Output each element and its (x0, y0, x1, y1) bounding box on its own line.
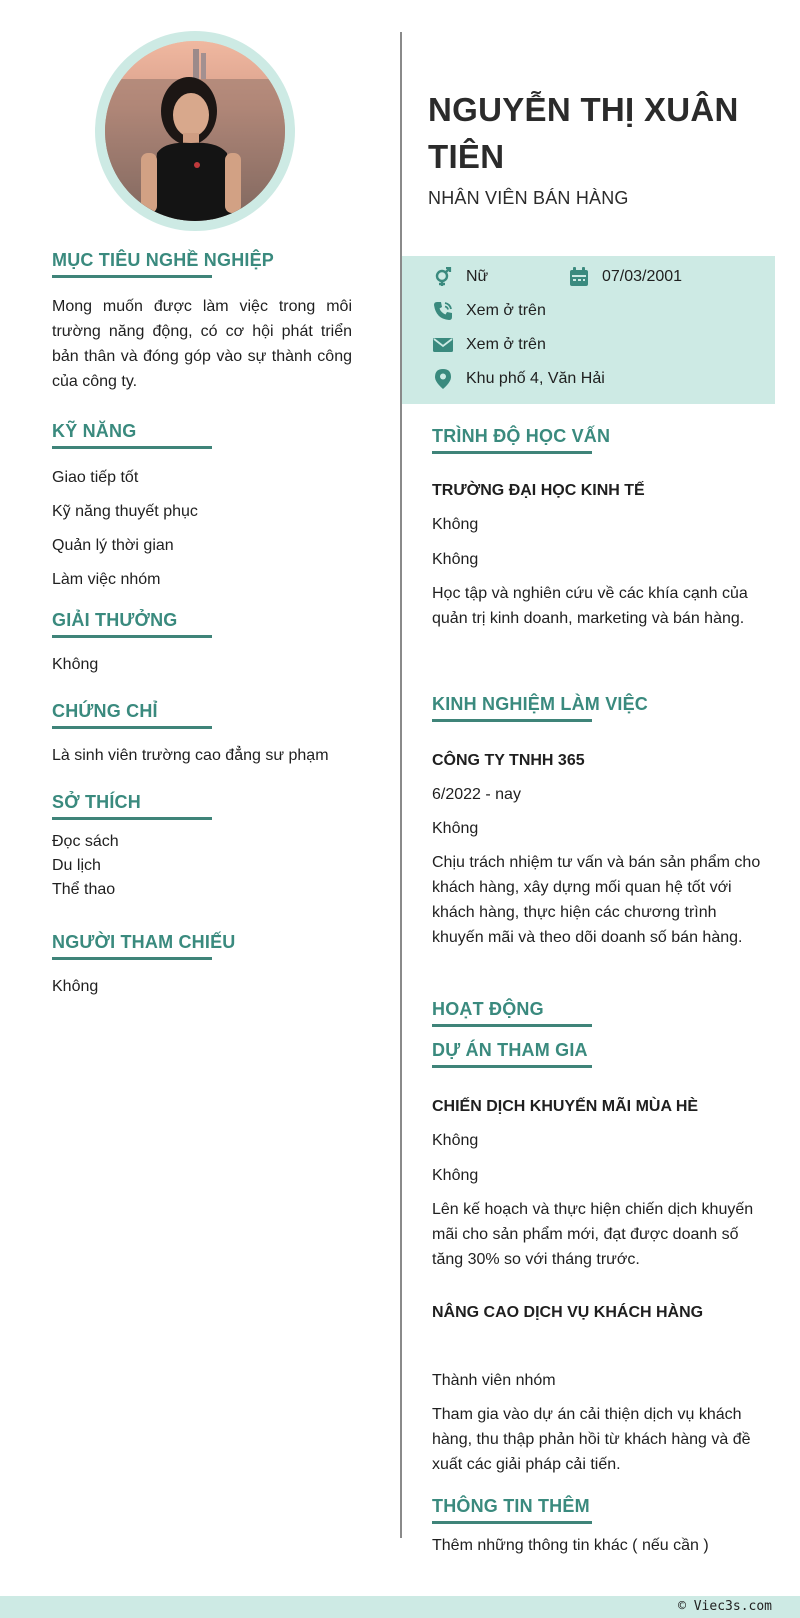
birthday-row (568, 266, 682, 288)
experience-description: Chịu trách nhiệm tư vấn và bán sản phẩm cho khách hàng, xây dựng mối quan hệ tốt với khách hàng, thực hiện các chương trình khuyến mãi và theo dõi doanh số bán hàng. (432, 854, 761, 946)
project-item (432, 1098, 762, 1272)
certificates-title: CHỨNG CHỈ (52, 701, 158, 721)
objective-section (52, 250, 352, 394)
contact-info-box (402, 256, 775, 404)
gender-row (432, 266, 488, 288)
project-line-1: Không (432, 1132, 479, 1149)
hobbies-title: SỞ THÍCH (52, 792, 141, 812)
avatar-photo (105, 41, 285, 221)
experience-section (432, 694, 762, 950)
activities-underline (432, 1024, 592, 1027)
references-title: NGƯỜI THAM CHIẾU (52, 932, 236, 952)
address-row (432, 368, 605, 390)
email-row (432, 334, 546, 356)
skills-title: KỸ NĂNG (52, 421, 137, 441)
phone-value: Xem ở trên (466, 302, 546, 319)
education-line-1: Không (432, 516, 479, 533)
experience-position: Không (432, 820, 479, 837)
projects-underline (432, 1065, 592, 1068)
education-school: TRƯỜNG ĐẠI HỌC KINH TẾ (432, 482, 645, 499)
awards-underline (52, 635, 212, 638)
avatar (105, 41, 285, 221)
job-title: NHÂN VIÊN BÁN HÀNG (428, 188, 629, 208)
skill-item: Quản lý thời gian (52, 537, 174, 554)
name-line-2: TIÊN (428, 138, 505, 175)
extra-info-section (432, 1496, 762, 1558)
hobby-item: Thể thao (52, 881, 116, 898)
awards-text: Không (52, 656, 99, 673)
certificates-text: Là sinh viên trường cao đẳng sư phạm (52, 747, 329, 764)
skill-item: Kỹ năng thuyết phục (52, 503, 198, 520)
birthday-value: 07/03/2001 (602, 268, 683, 285)
avatar-frame (95, 31, 295, 231)
project-description: Lên kế hoạch và thực hiện chiến dịch khuyến mãi cho sản phẩm mới, đạt được doanh số tăng 30% so với tháng trước. (432, 1201, 754, 1268)
references-section (52, 932, 352, 999)
email-value: Xem ở trên (466, 336, 546, 353)
projects-title: DỰ ÁN THAM GIA (432, 1040, 588, 1060)
address-value: Khu phố 4, Văn Hải (466, 370, 605, 387)
education-underline (432, 451, 592, 454)
certificates-section (52, 701, 352, 768)
objective-text: Mong muốn được làm việc trong môi trường năng động, có cơ hội phát triển bản thân và đóng góp vào sự thành công của công ty. (52, 298, 352, 390)
name-line-1: NGUYỄN THỊ XUÂN (428, 91, 739, 128)
education-description: Học tập và nghiên cứu về các khía cạnh của quản trị kinh doanh, marketing và bán hàng. (432, 585, 748, 627)
experience-company: CÔNG TY TNHH 365 (432, 752, 585, 769)
references-text: Không (52, 978, 99, 995)
experience-period: 6/2022 - nay (432, 786, 521, 803)
gender-value: Nữ (466, 268, 489, 285)
footer-bar (0, 1596, 800, 1618)
references-underline (52, 957, 212, 960)
extra-info-title: THÔNG TIN THÊM (432, 1496, 590, 1516)
hobby-item: Du lịch (52, 857, 101, 874)
education-section (432, 426, 762, 631)
project-item (432, 1304, 762, 1477)
skill-item: Làm việc nhóm (52, 571, 161, 588)
phone-icon (432, 300, 454, 322)
candidate-name (428, 86, 768, 180)
hobbies-underline (52, 817, 212, 820)
project-name: CHIẾN DỊCH KHUYẾN MÃI MÙA HÈ (432, 1098, 699, 1115)
skills-underline (52, 446, 212, 449)
education-line-2: Không (432, 551, 479, 568)
experience-title: KINH NGHIỆM LÀM VIỆC (432, 694, 649, 714)
objective-title: MỤC TIÊU NGHỀ NGHIỆP (52, 250, 275, 270)
footer-watermark: © Viec3s.com (678, 1599, 772, 1614)
location-icon (432, 368, 454, 390)
extra-info-text: Thêm những thông tin khác ( nếu cần ) (432, 1537, 709, 1554)
project-line-2: Không (432, 1167, 479, 1184)
project-description: Tham gia vào dự án cải thiện dịch vụ khách hàng, thu thập phản hồi từ khách hàng và đề xuất các giải pháp cải tiến. (432, 1406, 751, 1473)
project-role: Thành viên nhóm (432, 1372, 556, 1389)
skills-section (52, 421, 352, 597)
awards-title: GIẢI THƯỞNG (52, 610, 178, 630)
calendar-icon (568, 266, 590, 288)
hobbies-section (52, 792, 352, 902)
experience-underline (432, 719, 592, 722)
awards-section (52, 610, 352, 677)
gender-icon (432, 266, 454, 288)
hobby-item: Đọc sách (52, 833, 119, 850)
phone-row (432, 300, 546, 322)
activities-title: HOẠT ĐỘNG (432, 999, 544, 1019)
education-title: TRÌNH ĐỘ HỌC VẤN (432, 426, 611, 446)
skill-item: Giao tiếp tốt (52, 469, 139, 486)
extra-info-underline (432, 1521, 592, 1524)
email-icon (432, 334, 454, 356)
certificates-underline (52, 726, 212, 729)
projects-section (432, 1040, 762, 1477)
project-name: NÂNG CAO DỊCH VỤ KHÁCH HÀNG (432, 1304, 704, 1321)
objective-underline (52, 275, 212, 278)
activities-section (432, 999, 762, 1027)
